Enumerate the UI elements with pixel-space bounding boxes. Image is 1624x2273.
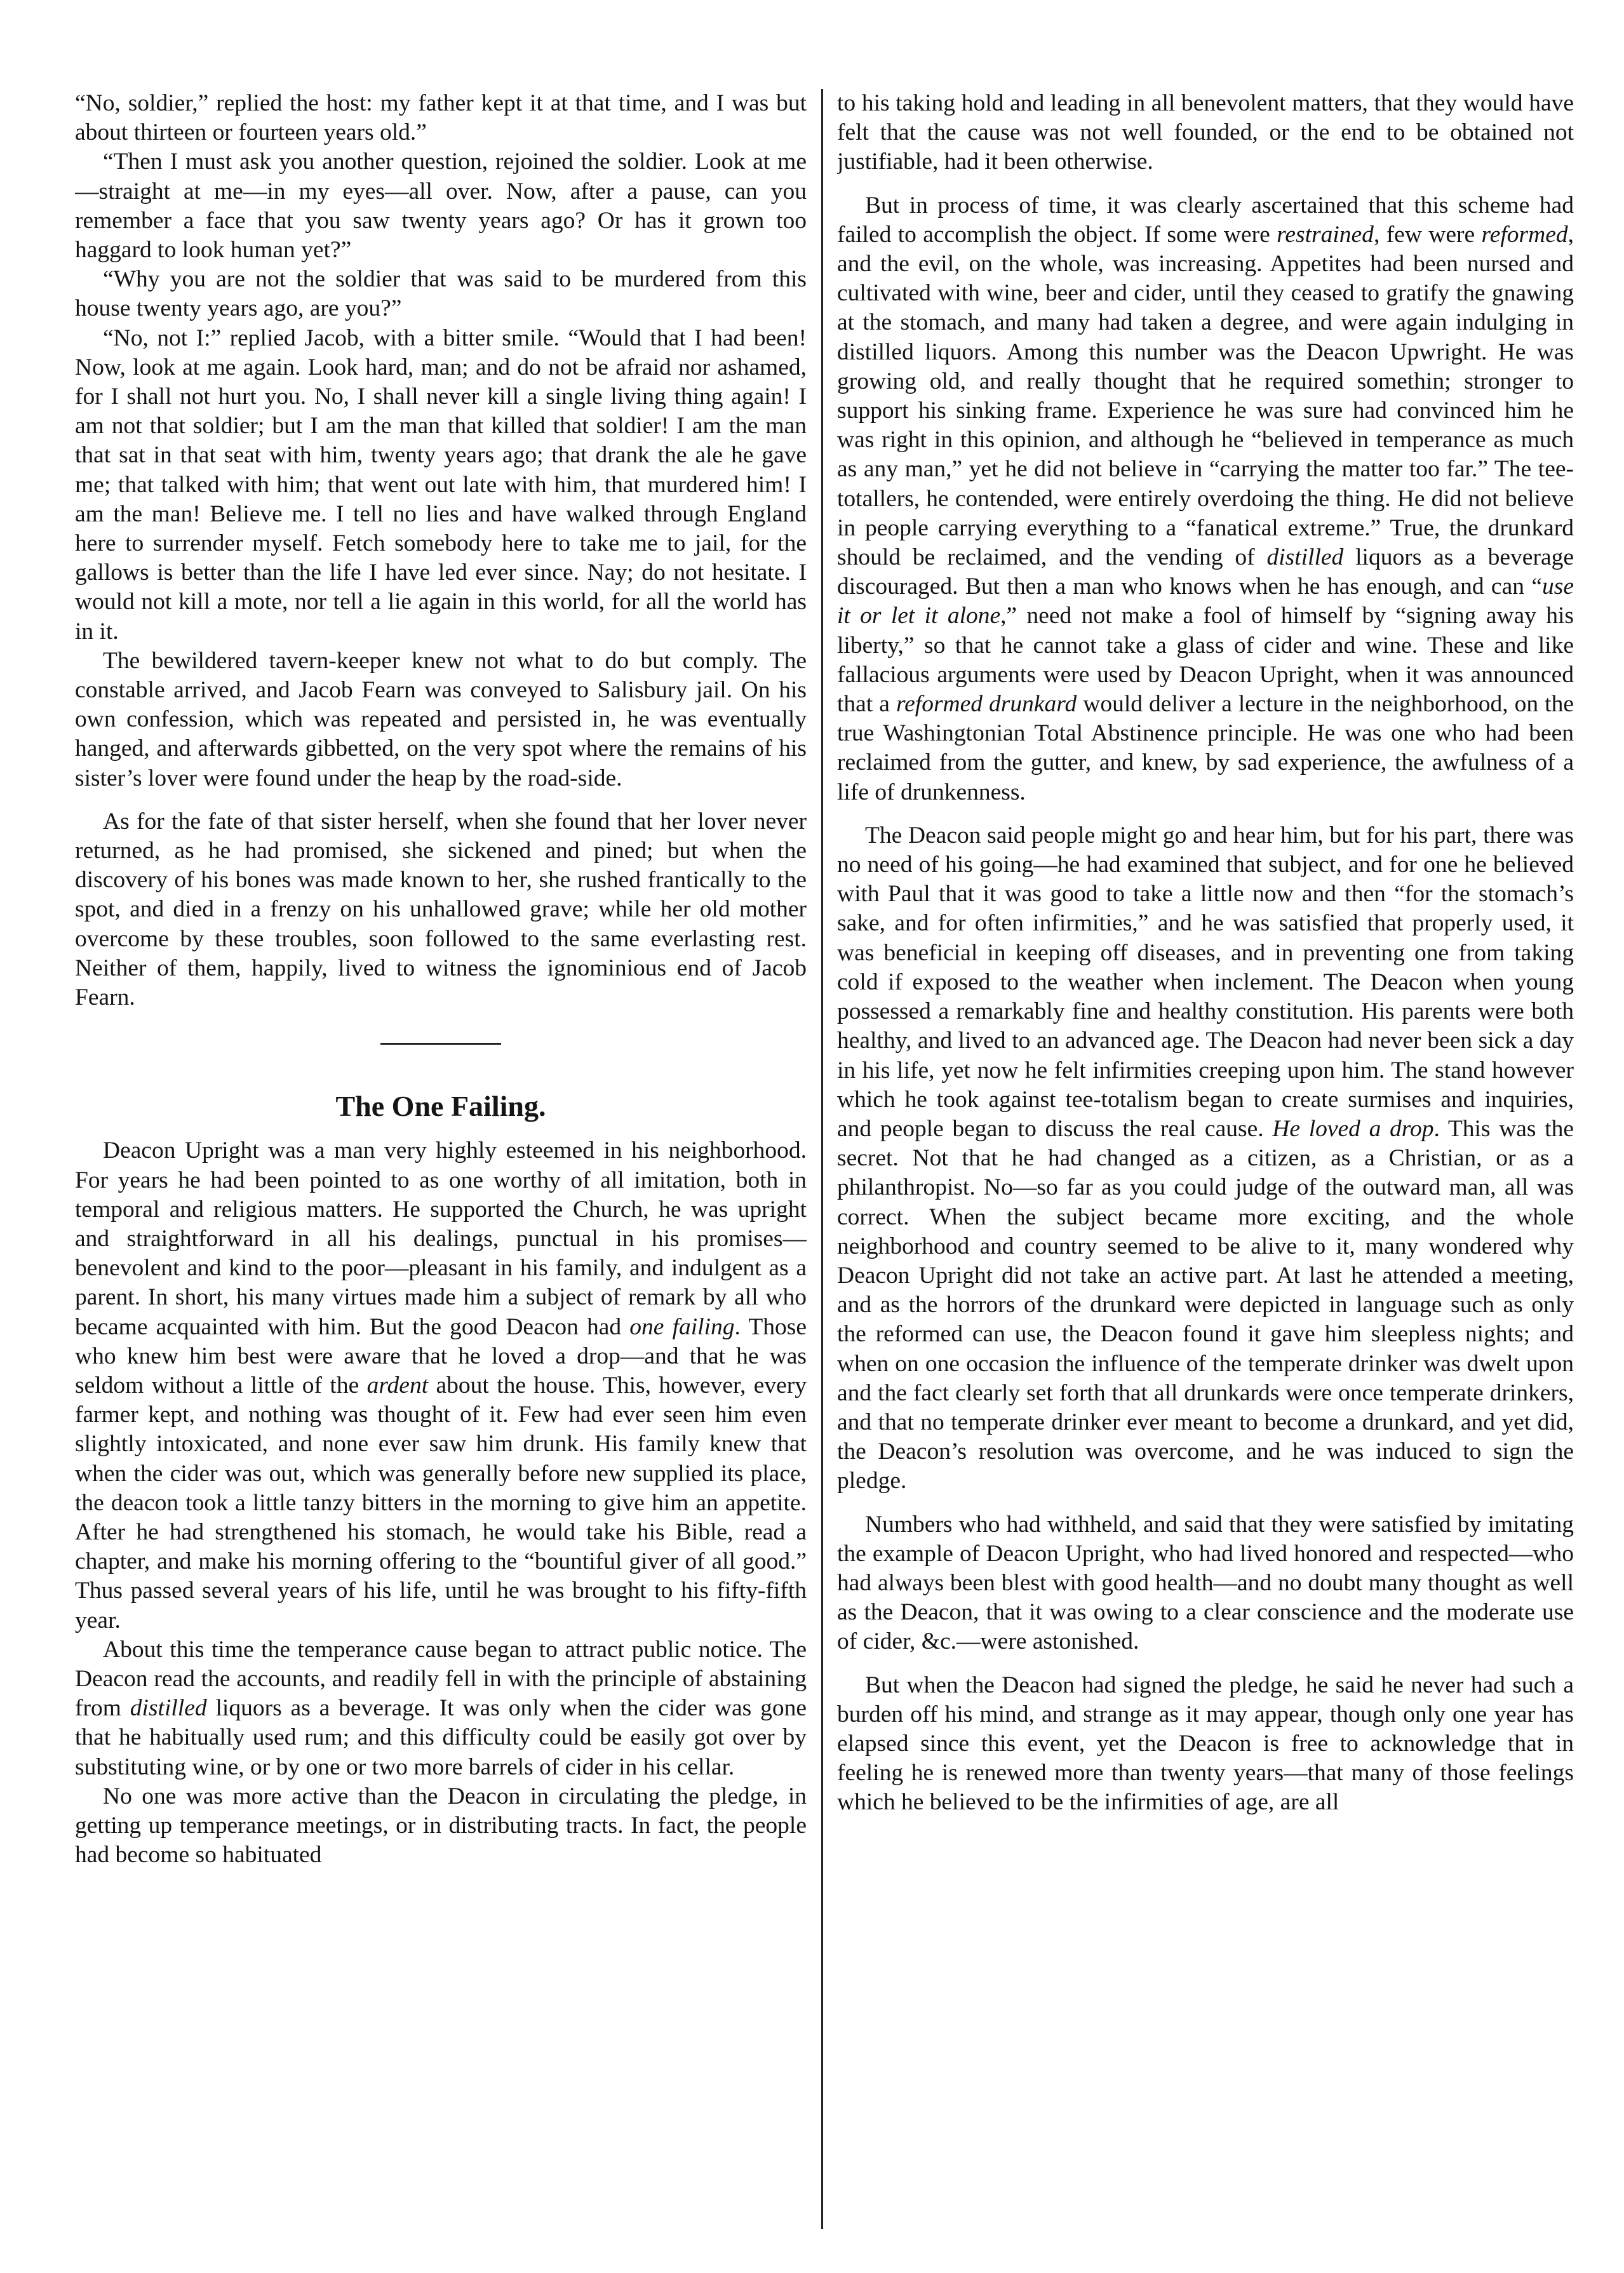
article-paragraph: Numbers who had withheld, and said that they were satisfied by imitating the example of Deacon Upright, who had lived honored and respected—who had always been blest with good health—and no doubt many thought as well as the Deacon, that it was owing to a clear conscience and the moderate use of cider, &c.—were astonished.: [837, 1511, 1574, 1655]
column-divider: [821, 89, 823, 2229]
story-paragraph: “Then I must ask you another question, rejoined the soldier. Look at me—straight at me—in my eyes—all over. Now, after a pause, can you remember a face that you saw twenty years ago? Or has it grown too haggard to look human yet?”: [75, 149, 807, 264]
article-paragraph: No one was more active than the Deacon in circulating the pledge, in getting up temperance meetings, or in distributing tracts. In fact, the people had become so habituated: [75, 1783, 807, 1868]
article-paragraph: But in process of time, it was clearly ascertained that this scheme had failed to accomplish the object. If some were restrained, few were reformed, and the evil, on the whole, was increasing. Appetites had been nursed and cultivated with wine, beer and cider, until they ceased to gratify the gnawing at the stomach, and many had taken a degree, and were again indulging in distilled liquors. Among this number was the Deacon Upwright. He was growing old, and really thought that he required somethin; stronger to support his sinking frame. Experience he was sure had convinced him he was right in this opinion, and although he “believed in temperance as much as any man,” yet he did not believe in “carrying the matter too far.” The tee-totallers, he contended, were entirely overdoing the thing. He did not believe in people carrying everything to a “fanatical extreme.” True, the drunkard should be reclaimed, and the vending of distilled liquors as a beverage discouraged. But then a man who knows when he has enough, and can “use it or let it alone,” need not make a fool of himself by “signing away his liberty,” so that he cannot take a glass of cider and wine. These and like fallacious arguments were used by Deacon Upright, when it was announced that a reformed drunkard would deliver a lecture in the neighborhood, on the true Washingtonian Total Abstinence principle. He was one who had been reclaimed from the gutter, and knew, by sad experience, the awfulness of a life of drunkenness.: [837, 192, 1574, 805]
article-paragraph: Deacon Upright was a man very highly esteemed in his neighborhood. For years he had been pointed to as one worthy of all imitation, both in temporal and religious matters. He supported the Church, he was upright and straightforward in all his dealings, punctual in his promises—benevolent and kind to the poor—pleasant in his family, and indulgent as a parent. In short, his many virtues made him a subject of remark by all who became acquainted with him. But the good Deacon had one failing. Those who knew him best were aware that he loved a drop—and that he was seldom without a little of the ardent about the house. This, however, every farmer kept, and nothing was thought of it. Few had ever seen him even slightly intoxicated, and none ever saw him drunk. His family knew that when the cider was out, which was generally before new supplied its place, the deacon took a little tanzy bitters in the morning to give him an appetite. After he had strengthened his stomach, he would take his Bible, read a chapter, and make his morning offering to the “bountiful giver of all good.” Thus passed several years of his life, until he was brought to his fifty-fifth year.: [75, 1137, 807, 1633]
story-paragraph: As for the fate of that sister herself, when she found that her lover never returned, as he had promised, she sickened and pined; but when the discovery of his bones was made known to her, she rushed frantically to the spot, and died in a frenzy on his unhallowed grave; while her old mother overcome by these troubles, soon followed to the same everlasting rest. Neither of them, happily, lived to witness the ignominious end of Jacob Fearn.: [75, 808, 807, 1011]
story-paragraph: The bewildered tavern-keeper knew not what to do but comply. The constable arrived, and Jacob Fearn was conveyed to Salisbury jail. On his own confession, which was repeated and persisted in, he was eventually hanged, and afterwards gibbetted, on the very spot where the remains of his sister’s lover were found under the heap by the road-side.: [75, 647, 807, 791]
article-paragraph: The Deacon said people might go and hear him, but for his part, there was no need of his going—he had examined that subject, and for one he believed with Paul that it was good to take a little now and then “for the stomach’s sake, and for often infirmities,” and he was satisfied that properly used, it was beneficial in keeping off diseases, and in preventing one from taking cold if exposed to the weather when inclement. The Deacon when young possessed a remarkably fine and healthy constitution. His parents were both healthy, and lived to an advanced age. The Deacon had never been sick a day in his life, yet now he felt infirmities creeping upon him. The stand however which he took against tee-totalism began to create surmises and inquiries, and people began to discuss the real cause. He loved a drop. This was the secret. Not that he had changed as a citizen, as a Christian, or as a philanthropist. No—so far as you could judge of the outward man, all was correct. When the subject became more exciting, and the whole neighborhood and country seemed to be alive to it, many wondered why Deacon Upright did not take an active part. At last he attended a meeting, and as the horrors of the drunkard were depicted in language such as only the reformed can use, the Deacon found it gave him sleepless nights; and when on one occasion the influence of the temperate drinker was dwelt upon and the fact clearly set forth that all drunkards were once temperate drinkers, and that no temperate drinker ever meant to become a drunkard, and yet did, the Deacon’s resolution was overcome, and he was induced to sign the pledge.: [837, 822, 1574, 1494]
right-column: [837, 89, 1574, 2229]
story-paragraph: “No, not I:” replied Jacob, with a bitter smile. “Would that I had been! Now, look at me again. Look hard, man; and do not be afraid nor ashamed, for I shall not hurt you. No, I shall never kill a single living thing again! I am not that soldier; but I am the man that killed that soldier! I am the man that sat in that seat with him, twenty years ago; that drank the ale he gave me; that talked with him; that went out late with him, that murdered him! I am the man! Believe me. I tell no lies and have walked through England here to surrender myself. Fetch somebody here to take me to jail, for the gallows is better than the life I have led ever since. Nay; do not hesitate. I would not kill a mote, nor tell a lie again in this world, for all the world has in it.: [75, 325, 807, 645]
article-paragraph: About this time the temperance cause began to attract public notice. The Deacon read the accounts, and readily fell in with the principle of abstaining from distilled liquors as a beverage. It was only when the cider was gone that he habitually used rum; and this difficulty could be easily got over by substituting wine, or by one or two more barrels of cider in his cellar.: [75, 1636, 807, 1780]
story-paragraph: “No, soldier,” replied the host: my father kept it at that time, and I was but about thirteen or fourteen years old.”: [75, 90, 807, 146]
story-paragraph: “Why you are not the soldier that was said to be murdered from this house twenty years ago, are you?”: [75, 266, 807, 322]
article-heading: The One Failing.: [335, 1090, 546, 1123]
article-paragraph: But when the Deacon had signed the pledge, he said he never had such a burden off his mind, and strange as it may appear, though only one year has elapsed since this event, yet the Deacon is free to acknowledge that in feeling he is renewed more than twenty years—that many of those feelings which he believed to be the infirmities of age, are all: [837, 1672, 1574, 1816]
article-paragraph-continued: to his taking hold and leading in all benevolent matters, that they would have felt that the cause was not well founded, or the end to be obtained not justifiable, had it been otherwise.: [837, 90, 1574, 175]
left-column: [75, 89, 807, 2229]
section-divider-rule: [380, 1043, 501, 1045]
